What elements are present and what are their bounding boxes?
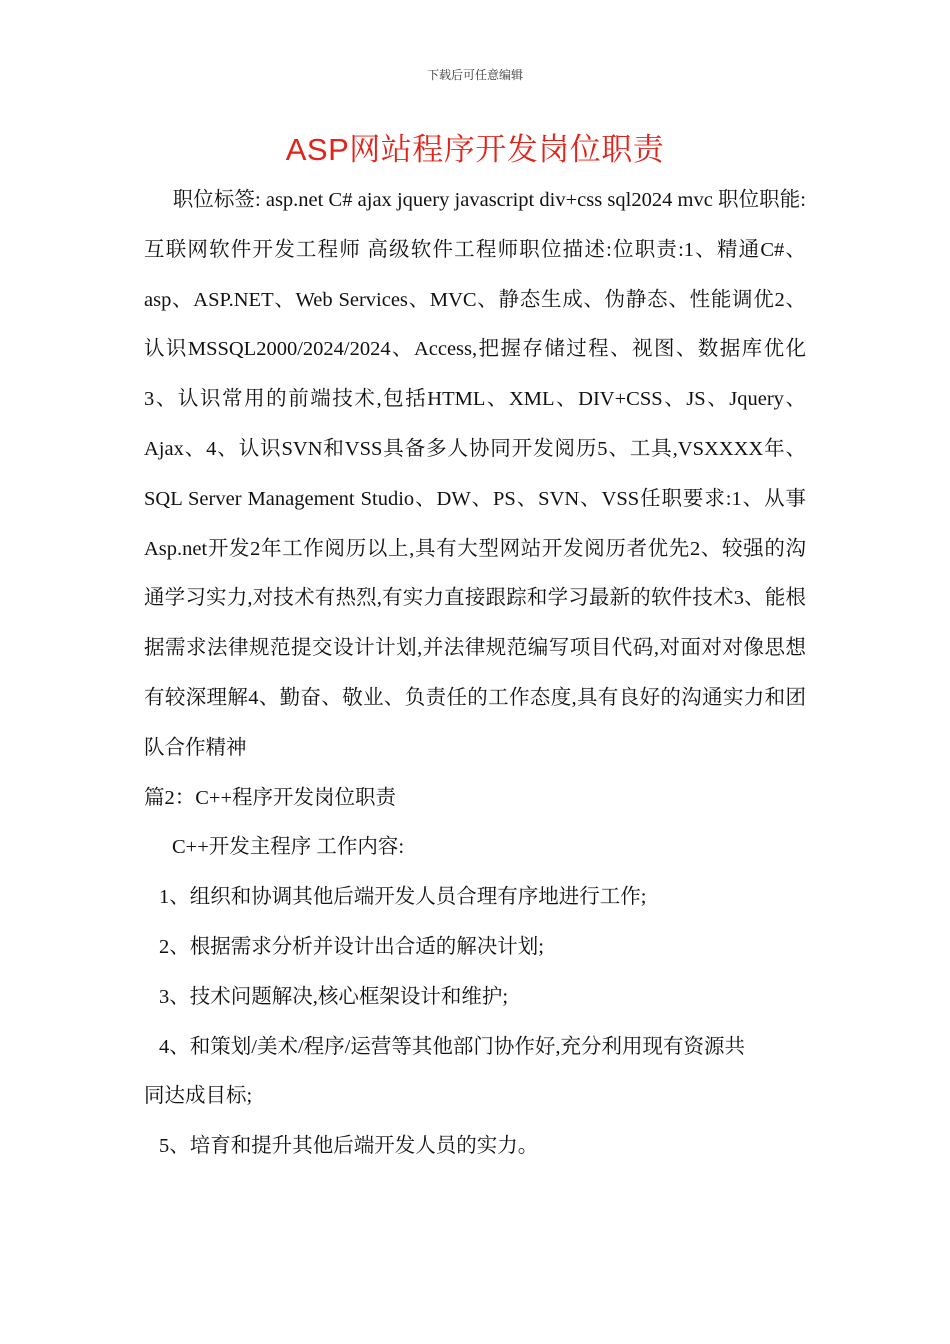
list-item-text-part: 同达成目标; xyxy=(144,1085,253,1108)
list-item-text-part: 4、和策划/美术/程序/运营等其他部门协作好,充分利用现有资源共 xyxy=(159,1035,745,1058)
list-item: 5、培育和提升其他后端开发人员的实力。 xyxy=(159,1135,539,1158)
section-heading: 篇2：C++程序开发岗位职责 xyxy=(144,786,397,809)
header-note: 下载后可任意编辑 xyxy=(426,68,523,82)
document-body xyxy=(144,176,806,1172)
list-item: 1、组织和协调其他后端开发人员合理有序地进行工作; xyxy=(159,886,647,909)
job-description-paragraph: 职位标签: asp.net C# ajax jquery javascript div+css sql2024 mvc 职位职能: 互联网软件开发工程师 高级软件工程师职位描述:位职责:1、精通C#、asp、ASP.NET、Web Services、MVC、静态生成、伪静态、性能调优2、认识MSSQL2000/2024/2024、Access,把握存储过程、视图、数据库优化3、认识常用的前端技术,包括HTML、XML、DIV+CSS、JS、Jquery、Ajax、4、认识SVN和VSS具备多人协同开发阅历5、工具,VSXXXX年、SQL Server Management Studio、DW、PS、SVN、VSS任职要求:1、从事Asp.net开发2年工作阅历以上,具有大型网站开发阅历者优先2、较强的沟通学习实力,对技术有热烈,有实力直接跟踪和学习最新的软件技术3、能根据需求法律规范提交设计计划,并法律规范编写项目代码,对面对对像思想有较深理解4、勤奋、敬业、负责任的工作态度,具有良好的沟通实力和团队合作精神 xyxy=(144,189,806,759)
section-intro: C++开发主程序 工作内容: xyxy=(172,836,405,859)
document-title: ASP网站程序开发岗位职责 xyxy=(285,132,665,167)
list-item: 2、根据需求分析并设计出合适的解决计划; xyxy=(159,935,544,958)
list-item: 3、技术问题解决,核心框架设计和维护; xyxy=(159,985,509,1008)
list-item xyxy=(144,1023,806,1123)
